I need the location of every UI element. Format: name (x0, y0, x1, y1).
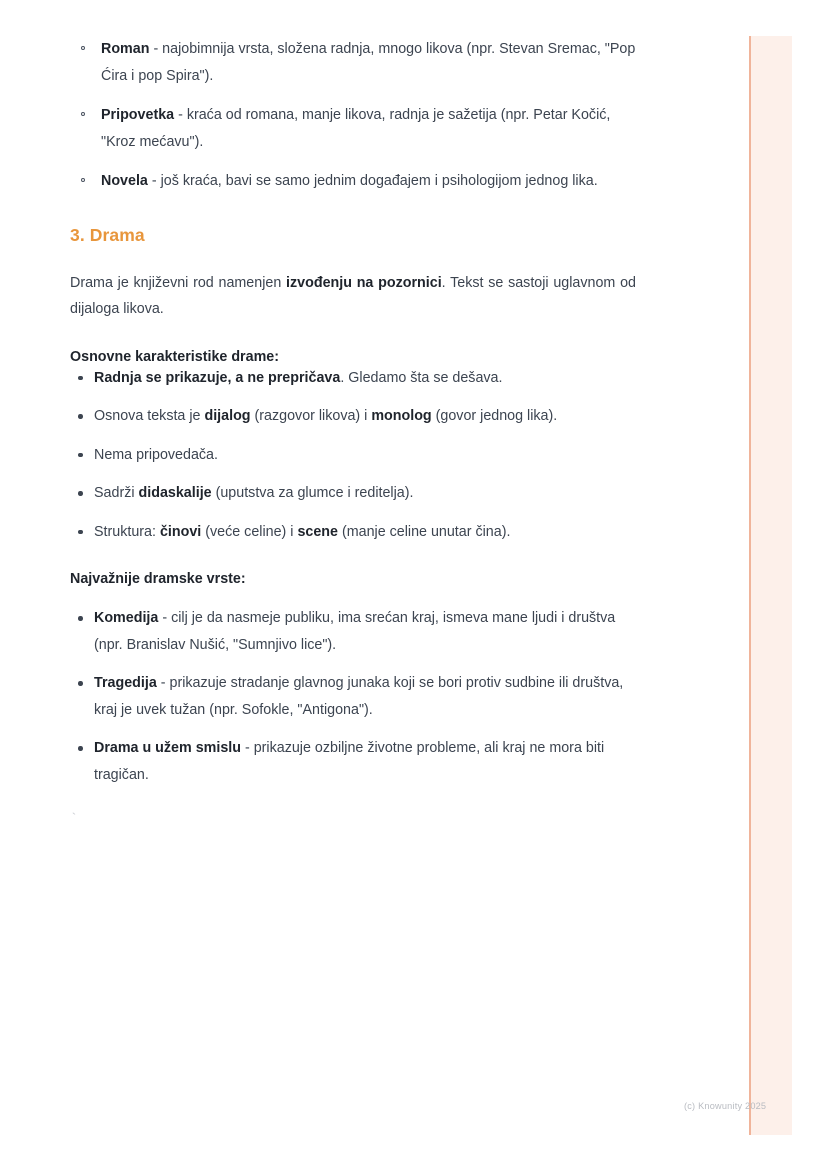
list-item (101, 168, 636, 195)
list-item-term: didaskalije (138, 485, 212, 501)
list-item-text: Osnova teksta je (94, 408, 205, 424)
list-item-text: (razgovor likova) i (250, 408, 372, 424)
list-item-text: - cilj je da nasmeje publiku, ima srećan kraj, ismeva mane ljudi i društva (npr. Branislav Nušić, "Sumnjivo lice"). (94, 610, 616, 653)
list-item-term: činovi (159, 523, 202, 540)
list-item-text: Nema pripovedača. (94, 446, 218, 463)
page-title: 3. Drama (70, 224, 145, 245)
characteristics-heading: Osnovne karakteristike drame: (70, 348, 279, 365)
list-item-text: Struktura: (94, 523, 160, 540)
list-item-text: (uputstva za glumce i reditelja). (211, 485, 414, 501)
list-item-term: Tragedija (94, 675, 157, 691)
list-item (94, 519, 636, 546)
list-item (94, 365, 636, 392)
list-item-term: Novela (101, 173, 148, 189)
list-item (94, 605, 636, 658)
list-item-text: - prikazuje stradanje glavnog junaka koji se bori protiv sudbine ili društva, kraj je uvek tužan (npr. Sofokle, "Antigona"). (94, 675, 624, 718)
characteristics-list (70, 365, 636, 546)
list-item-term: monolog (371, 408, 432, 424)
footer-watermark: (c) Knowunity 2025 (684, 1101, 767, 1111)
intro-text-before: Drama je književni rod namenjen (70, 274, 287, 291)
list-item (101, 102, 636, 155)
list-item-term: Radnja se prikazuje, a ne prepričava (94, 369, 341, 386)
list-item-term: Komedija (94, 610, 159, 626)
list-item-text: (veće celine) i (201, 523, 298, 540)
list-item (94, 442, 636, 469)
types-heading: Najvažnije dramske vrste: (70, 571, 246, 587)
list-item-text: - kraća od romana, manje likova, radnja je sažetija (npr. Petar Kočić, "Kroz mećavu"). (101, 107, 611, 150)
list-item-text: - najobimnija vrsta, složena radnja, mnogo likova (npr. Stevan Sremac, "Pop Ćira i pop Spira"). (101, 41, 636, 84)
right-decorative-panel (749, 36, 792, 1135)
list-item-term: Pripovetka (101, 107, 175, 123)
list-item (94, 403, 636, 430)
list-item-term: Drama u užem smislu (94, 740, 241, 756)
list-item-text: (govor jednog lika). (431, 408, 558, 424)
drama-intro-paragraph (70, 270, 636, 323)
list-item (94, 735, 636, 788)
list-item-text: - još kraća, bavi se samo jednim događajem i psihologijom jednog lika. (147, 173, 598, 189)
list-item-text: . Gledamo šta se dešava. (340, 369, 503, 386)
document-body (70, 0, 636, 826)
list-item-term: Roman (101, 41, 150, 57)
intro-text-after: . Tekst se sastoji uglavnom od dijaloga likova. (70, 274, 636, 317)
list-item-term: dijalog (204, 408, 251, 424)
list-item-text: Sadrži (94, 485, 139, 501)
drama-types-list (70, 605, 636, 788)
list-item (94, 480, 636, 507)
list-item (101, 36, 636, 89)
list-item-text: (manje celine unutar čina). (337, 523, 511, 540)
list-item (94, 670, 636, 723)
list-item-term: scene (297, 523, 338, 540)
list-item-text: - prikazuje ozbiljne životne probleme, ali kraj ne mora biti tragičan. (94, 740, 605, 783)
epic-kinds-list (70, 36, 636, 195)
stray-backtick-mark: ` (70, 811, 78, 826)
intro-text-bold: izvođenju na pozornici (286, 274, 442, 291)
